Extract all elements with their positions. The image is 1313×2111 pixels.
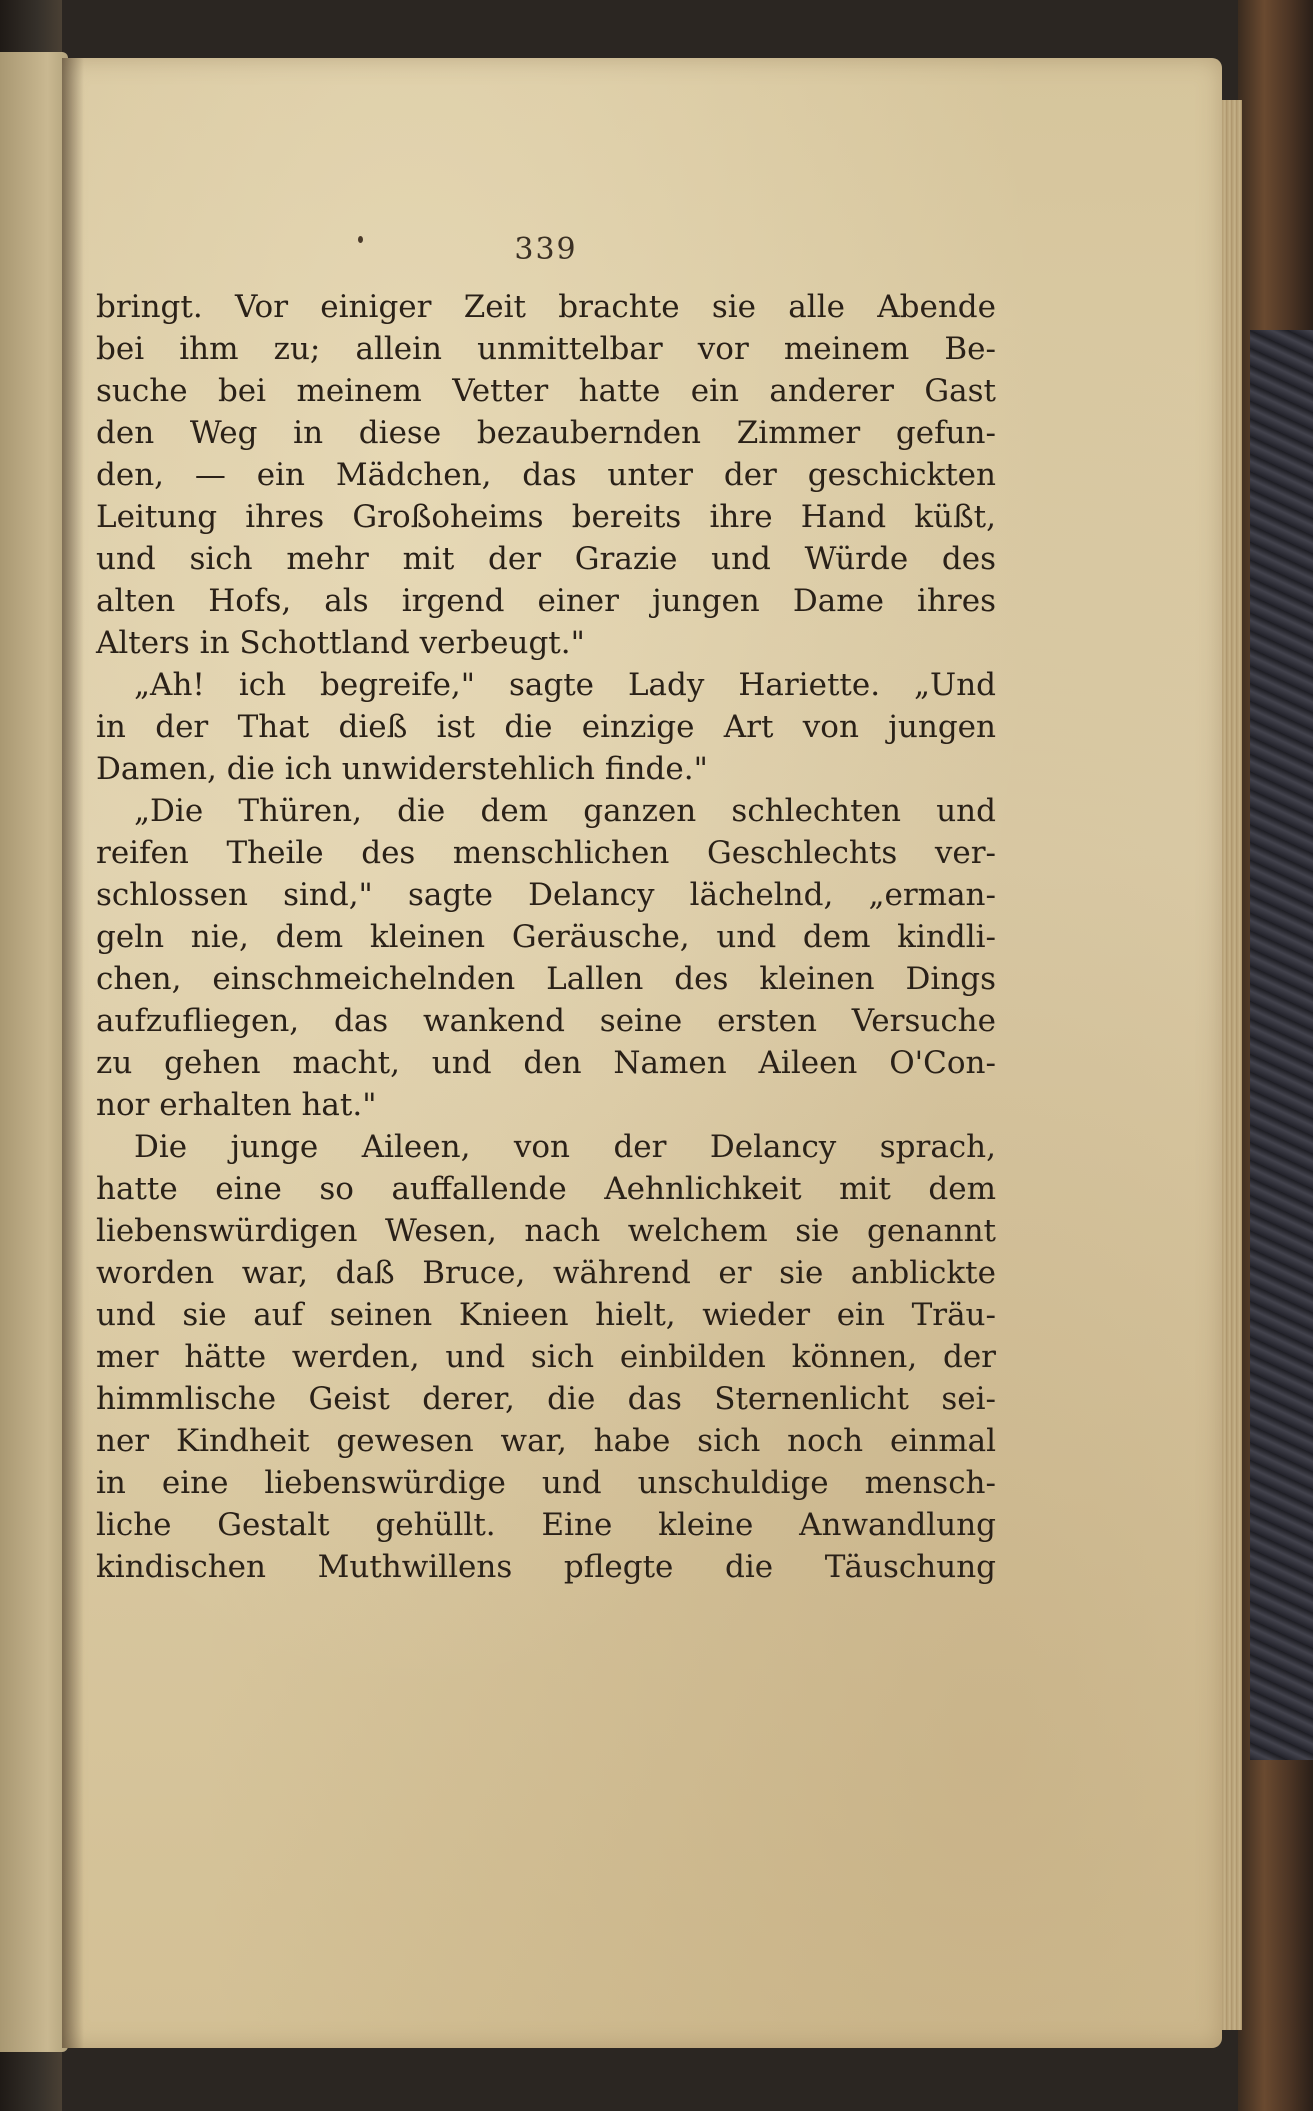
text-line: zu gehen macht, und den Namen Aileen O'Con- bbox=[96, 1045, 996, 1081]
text-line: Damen, die ich unwiderstehlich finde." bbox=[96, 751, 708, 787]
text-line: den Weg in diese bezaubernden Zimmer gefun- bbox=[96, 415, 996, 451]
text-line: ner Kindheit gewesen war, habe sich noch einmal bbox=[96, 1423, 996, 1459]
text-line: „Ah! ich begreife," sagte Lady Hariette. „Und bbox=[134, 667, 996, 703]
text-line: worden war, daß Bruce, während er sie anblickte bbox=[96, 1255, 996, 1291]
text-line: alten Hofs, als irgend einer jungen Dame ihres bbox=[96, 583, 996, 619]
text-line: chen, einschmeichelnden Lallen des kleinen Dings bbox=[96, 961, 996, 997]
page-text bbox=[96, 220, 996, 1588]
text-line: in der That dieß ist die einzige Art von jungen bbox=[96, 709, 996, 745]
text-line: und sie auf seinen Knieen hielt, wieder ein Träu- bbox=[96, 1297, 996, 1333]
text-line: „Die Thüren, die dem ganzen schlechten und bbox=[134, 793, 996, 829]
text-line: bringt. Vor einiger Zeit brachte sie alle Abende bbox=[96, 289, 996, 325]
text-line: Alters in Schottland verbeugt." bbox=[96, 625, 585, 661]
text-line: schlossen sind," sagte Delancy lächelnd, „erman- bbox=[96, 877, 996, 913]
text-line: in eine liebenswürdige und unschuldige mensch- bbox=[96, 1465, 996, 1501]
marbled-cover-paper bbox=[1250, 330, 1313, 1760]
page-fore-edge bbox=[1222, 100, 1242, 2030]
text-line: suche bei meinem Vetter hatte ein anderer Gast bbox=[96, 373, 996, 409]
text-line: liche Gestalt gehüllt. Eine kleine Anwandlung bbox=[96, 1507, 996, 1543]
text-line: Die junge Aileen, von der Delancy sprach, bbox=[134, 1129, 996, 1165]
gutter-shadow bbox=[62, 58, 84, 2048]
text-line: mer hätte werden, und sich einbilden können, der bbox=[96, 1339, 996, 1375]
text-line: liebenswürdigen Wesen, nach welchem sie genannt bbox=[96, 1213, 996, 1249]
text-line: aufzufliegen, das wankend seine ersten Versuche bbox=[96, 1003, 996, 1039]
text-line: und sich mehr mit der Grazie und Würde des bbox=[96, 541, 996, 577]
text-line: kindischen Muthwillens pflegte die Täuschung bbox=[96, 1549, 996, 1585]
left-page-edge bbox=[0, 52, 68, 2052]
text-line: himmlische Geist derer, die das Sternenlicht sei- bbox=[96, 1381, 996, 1417]
page-number: 339 bbox=[514, 232, 578, 267]
text-line: reifen Theile des menschlichen Geschlechts ver- bbox=[96, 835, 996, 871]
text-line: den, — ein Mädchen, das unter der geschickten bbox=[96, 457, 996, 493]
text-line: Leitung ihres Großoheims bereits ihre Hand küßt, bbox=[96, 499, 996, 535]
text-line: nor erhalten hat." bbox=[96, 1087, 377, 1123]
text-line: hatte eine so auffallende Aehnlichkeit mit dem bbox=[96, 1171, 996, 1207]
text-line: geln nie, dem kleinen Geräusche, und dem kindli- bbox=[96, 919, 996, 955]
text-line: bei ihm zu; allein unmittelbar vor meinem Be- bbox=[96, 331, 996, 367]
